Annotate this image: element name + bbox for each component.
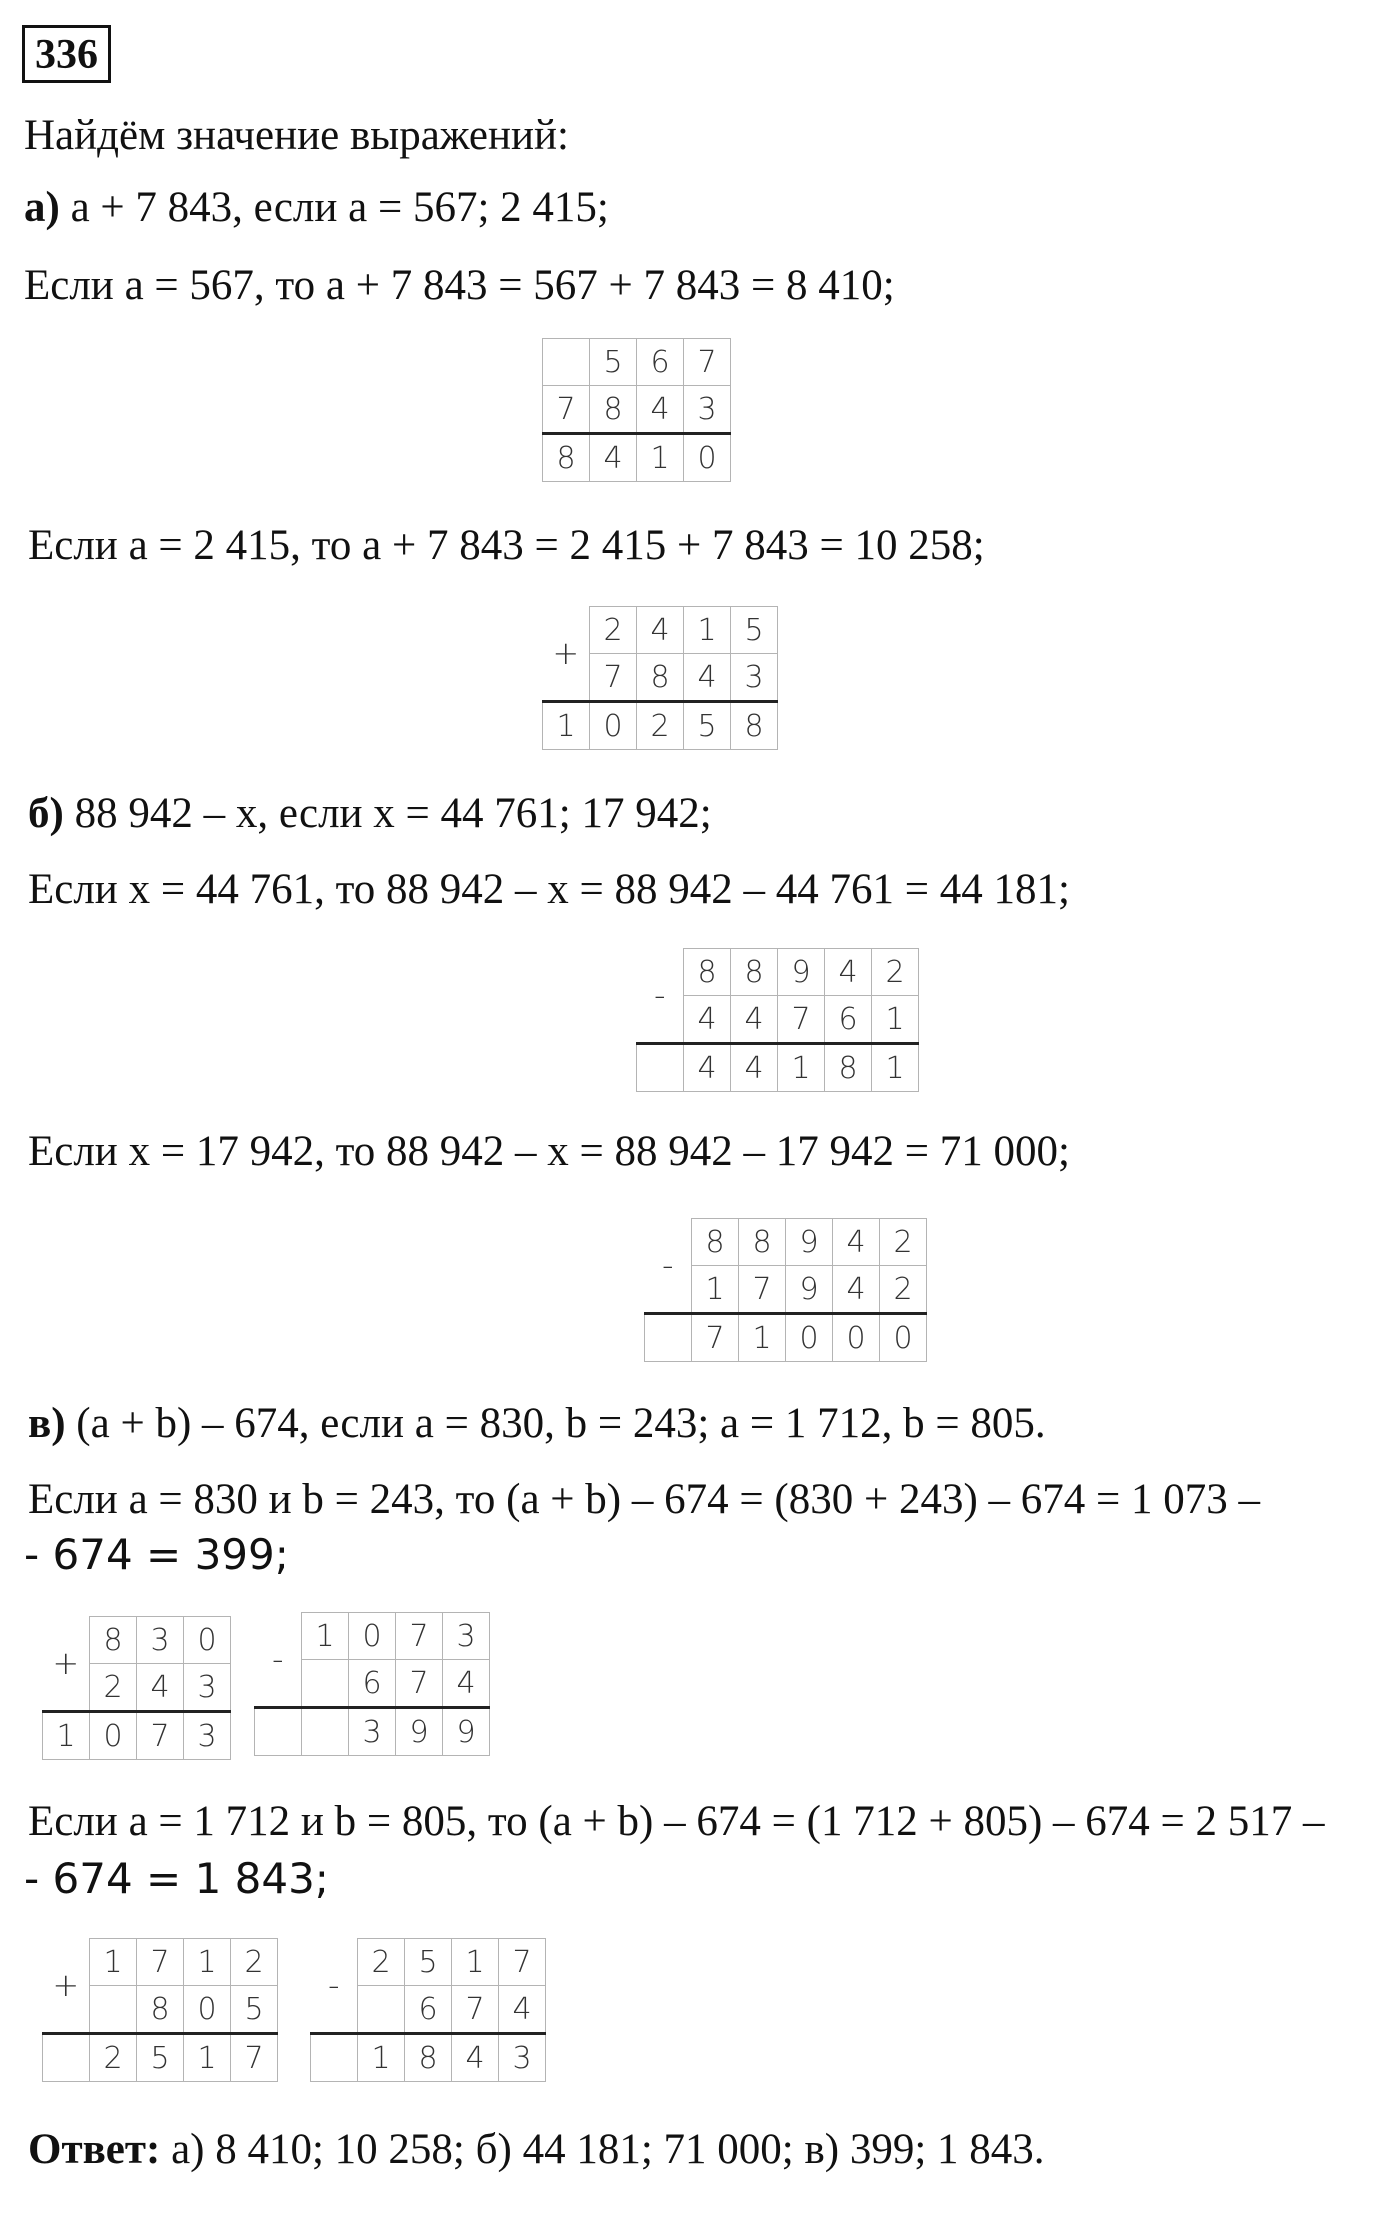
operator-sign: -: [311, 1939, 358, 2034]
part-c-case1-line2: - 674 = 399;: [24, 1530, 289, 1579]
digit-cell: 2: [880, 1219, 927, 1266]
column-calc-row: [637, 949, 919, 996]
digit-cell: 1: [184, 2034, 231, 2082]
digit-cell: 6: [349, 1660, 396, 1708]
operator-sign: +: [43, 1939, 90, 2034]
digit-cell: [358, 1986, 405, 2034]
digit-cell: 4: [684, 996, 731, 1044]
part-c-case2-line2: - 674 = 1 843;: [24, 1854, 329, 1903]
part-b-label: б): [28, 790, 64, 837]
column-calc-row: [637, 1044, 919, 1092]
column-calc-row: [543, 702, 778, 750]
digit-cell: 3: [443, 1613, 490, 1660]
part-c-case1-line1: Если a = 830 и b = 243, то (a + b) – 674 = (830 + 243) – 674 = 1 073 –: [28, 1476, 1261, 1523]
digit-cell: 1: [452, 1939, 499, 1986]
answer-text: а) 8 410; 10 258; б) 44 181; 71 000; в) 399; 1 843.: [171, 2126, 1045, 2173]
digit-cell: [302, 1708, 349, 1756]
operator-sign: -: [255, 1613, 302, 1708]
digit-cell: 1: [90, 1939, 137, 1986]
digit-cell: 8: [637, 654, 684, 702]
digit-cell: 3: [499, 2034, 546, 2082]
part-b-text: 88 942 – x, если x = 44 761; 17 942;: [74, 790, 712, 837]
digit-cell: 7: [739, 1266, 786, 1314]
column-calc-row: [255, 1708, 490, 1756]
digit-cell: [543, 339, 590, 386]
digit-cell: 1: [637, 434, 684, 482]
column-calc-row: [43, 1617, 231, 1664]
part-a-label: а): [24, 184, 60, 231]
column-calc-c1b: [254, 1612, 490, 1756]
digit-cell: 8: [731, 702, 778, 750]
column-calc-row: [543, 339, 731, 386]
digit-cell: 7: [231, 2034, 278, 2082]
column-calc-row: [543, 434, 731, 482]
digit-cell: 1: [778, 1044, 825, 1092]
digit-cell: 7: [684, 339, 731, 386]
digit-cell: [637, 1044, 684, 1092]
column-calc-row: [43, 1712, 231, 1760]
digit-cell: 1: [184, 1939, 231, 1986]
digit-cell: 2: [880, 1266, 927, 1314]
part-b-case1: Если x = 44 761, то 88 942 – x = 88 942 – 44 761 = 44 181;: [28, 866, 1070, 913]
digit-cell: 9: [786, 1219, 833, 1266]
digit-cell: [645, 1314, 692, 1362]
part-a-case1: Если a = 567, то a + 7 843 = 567 + 7 843 = 8 410;: [24, 262, 895, 309]
column-calc-row: [543, 607, 778, 654]
digit-cell: 4: [637, 607, 684, 654]
digit-cell: 7: [396, 1660, 443, 1708]
digit-cell: 1: [43, 1712, 90, 1760]
digit-cell: 2: [590, 607, 637, 654]
column-calc-row: [645, 1219, 927, 1266]
digit-cell: 1: [872, 996, 919, 1044]
digit-cell: 7: [778, 996, 825, 1044]
digit-cell: 4: [833, 1266, 880, 1314]
digit-cell: 0: [590, 702, 637, 750]
digit-cell: 1: [739, 1314, 786, 1362]
digit-cell: 7: [543, 386, 590, 434]
column-calc-row: [311, 1939, 546, 1986]
part-a-statement: [24, 186, 609, 229]
digit-cell: 5: [231, 1986, 278, 2034]
digit-cell: 7: [396, 1613, 443, 1660]
column-calc-b1: [636, 948, 919, 1092]
part-b-case2: Если x = 17 942, то 88 942 – x = 88 942 – 17 942 = 71 000;: [28, 1128, 1070, 1175]
digit-cell: 8: [590, 386, 637, 434]
digit-cell: 3: [184, 1712, 231, 1760]
digit-cell: 0: [349, 1613, 396, 1660]
digit-cell: 2: [90, 2034, 137, 2082]
digit-cell: 8: [692, 1219, 739, 1266]
digit-cell: 7: [452, 1986, 499, 2034]
digit-cell: 5: [590, 339, 637, 386]
digit-cell: 4: [637, 386, 684, 434]
digit-cell: 2: [872, 949, 919, 996]
column-calc-c1a: [42, 1616, 231, 1760]
answer-label: Ответ:: [28, 2126, 161, 2173]
operator-sign: +: [43, 1617, 90, 1712]
intro-text: Найдём значение выражений:: [24, 112, 569, 159]
digit-cell: 0: [184, 1986, 231, 2034]
digit-cell: 0: [786, 1314, 833, 1362]
digit-cell: 1: [302, 1613, 349, 1660]
digit-cell: 9: [396, 1708, 443, 1756]
digit-cell: 0: [880, 1314, 927, 1362]
digit-cell: 6: [405, 1986, 452, 2034]
digit-cell: 9: [443, 1708, 490, 1756]
operator-sign: -: [637, 949, 684, 1044]
digit-cell: 9: [786, 1266, 833, 1314]
digit-cell: 4: [825, 949, 872, 996]
column-calc-row: [645, 1314, 927, 1362]
digit-cell: 6: [637, 339, 684, 386]
digit-cell: 2: [358, 1939, 405, 1986]
digit-cell: 3: [684, 386, 731, 434]
column-calc-c2a: [42, 1938, 278, 2082]
column-calc-row: [43, 1939, 278, 1986]
answer-line: [28, 2128, 1045, 2171]
digit-cell: 0: [833, 1314, 880, 1362]
part-b-statement: [28, 792, 712, 835]
digit-cell: 4: [499, 1986, 546, 2034]
digit-cell: 3: [184, 1664, 231, 1712]
digit-cell: 8: [731, 949, 778, 996]
digit-cell: 0: [184, 1617, 231, 1664]
part-c-label: в): [28, 1400, 66, 1447]
digit-cell: 2: [637, 702, 684, 750]
column-calc-b2: [644, 1218, 927, 1362]
digit-cell: 0: [684, 434, 731, 482]
digit-cell: [302, 1660, 349, 1708]
digit-cell: 1: [358, 2034, 405, 2082]
digit-cell: 8: [543, 434, 590, 482]
part-a-text: a + 7 843, если a = 567; 2 415;: [70, 184, 609, 231]
digit-cell: 5: [684, 702, 731, 750]
digit-cell: 4: [590, 434, 637, 482]
part-a-case2: Если a = 2 415, то a + 7 843 = 2 415 + 7 843 = 10 258;: [28, 522, 985, 569]
column-calc-row: [543, 386, 731, 434]
part-c-text: (a + b) – 674, если a = 830, b = 243; a = 1 712, b = 805.: [76, 1400, 1046, 1447]
digit-cell: 4: [731, 996, 778, 1044]
part-c-statement: [28, 1402, 1046, 1445]
digit-cell: 2: [90, 1664, 137, 1712]
digit-cell: 1: [543, 702, 590, 750]
digit-cell: 3: [349, 1708, 396, 1756]
digit-cell: 7: [692, 1314, 739, 1362]
column-calc-row: [311, 2034, 546, 2082]
digit-cell: [43, 2034, 90, 2082]
digit-cell: 7: [137, 1712, 184, 1760]
column-calc-row: [255, 1613, 490, 1660]
column-calc-row: [43, 2034, 278, 2082]
digit-cell: 7: [499, 1939, 546, 1986]
column-calc-a1: [542, 338, 731, 482]
digit-cell: 4: [731, 1044, 778, 1092]
digit-cell: 1: [692, 1266, 739, 1314]
column-calc-c2b: [310, 1938, 546, 2082]
digit-cell: [90, 1986, 137, 2034]
digit-cell: 7: [137, 1939, 184, 1986]
digit-cell: 2: [231, 1939, 278, 1986]
digit-cell: 8: [684, 949, 731, 996]
digit-cell: 4: [137, 1664, 184, 1712]
digit-cell: 0: [90, 1712, 137, 1760]
digit-cell: 8: [137, 1986, 184, 2034]
digit-cell: 3: [731, 654, 778, 702]
digit-cell: 4: [684, 654, 731, 702]
digit-cell: 6: [825, 996, 872, 1044]
digit-cell: [311, 2034, 358, 2082]
digit-cell: [255, 1708, 302, 1756]
digit-cell: 4: [833, 1219, 880, 1266]
digit-cell: 8: [825, 1044, 872, 1092]
digit-cell: 8: [405, 2034, 452, 2082]
digit-cell: 4: [684, 1044, 731, 1092]
digit-cell: 4: [452, 2034, 499, 2082]
digit-cell: 4: [443, 1660, 490, 1708]
digit-cell: 8: [739, 1219, 786, 1266]
digit-cell: 9: [778, 949, 825, 996]
digit-cell: 5: [137, 2034, 184, 2082]
digit-cell: 3: [137, 1617, 184, 1664]
operator-sign: -: [645, 1219, 692, 1314]
digit-cell: 1: [872, 1044, 919, 1092]
digit-cell: 8: [90, 1617, 137, 1664]
digit-cell: 5: [731, 607, 778, 654]
digit-cell: 1: [684, 607, 731, 654]
operator-sign: +: [543, 607, 590, 702]
part-c-case2-line1: Если a = 1 712 и b = 805, то (a + b) – 674 = (1 712 + 805) – 674 = 2 517 –: [28, 1798, 1325, 1845]
column-calc-a2: [542, 606, 778, 750]
problem-number: 336: [22, 25, 111, 83]
digit-cell: 5: [405, 1939, 452, 1986]
digit-cell: 7: [590, 654, 637, 702]
